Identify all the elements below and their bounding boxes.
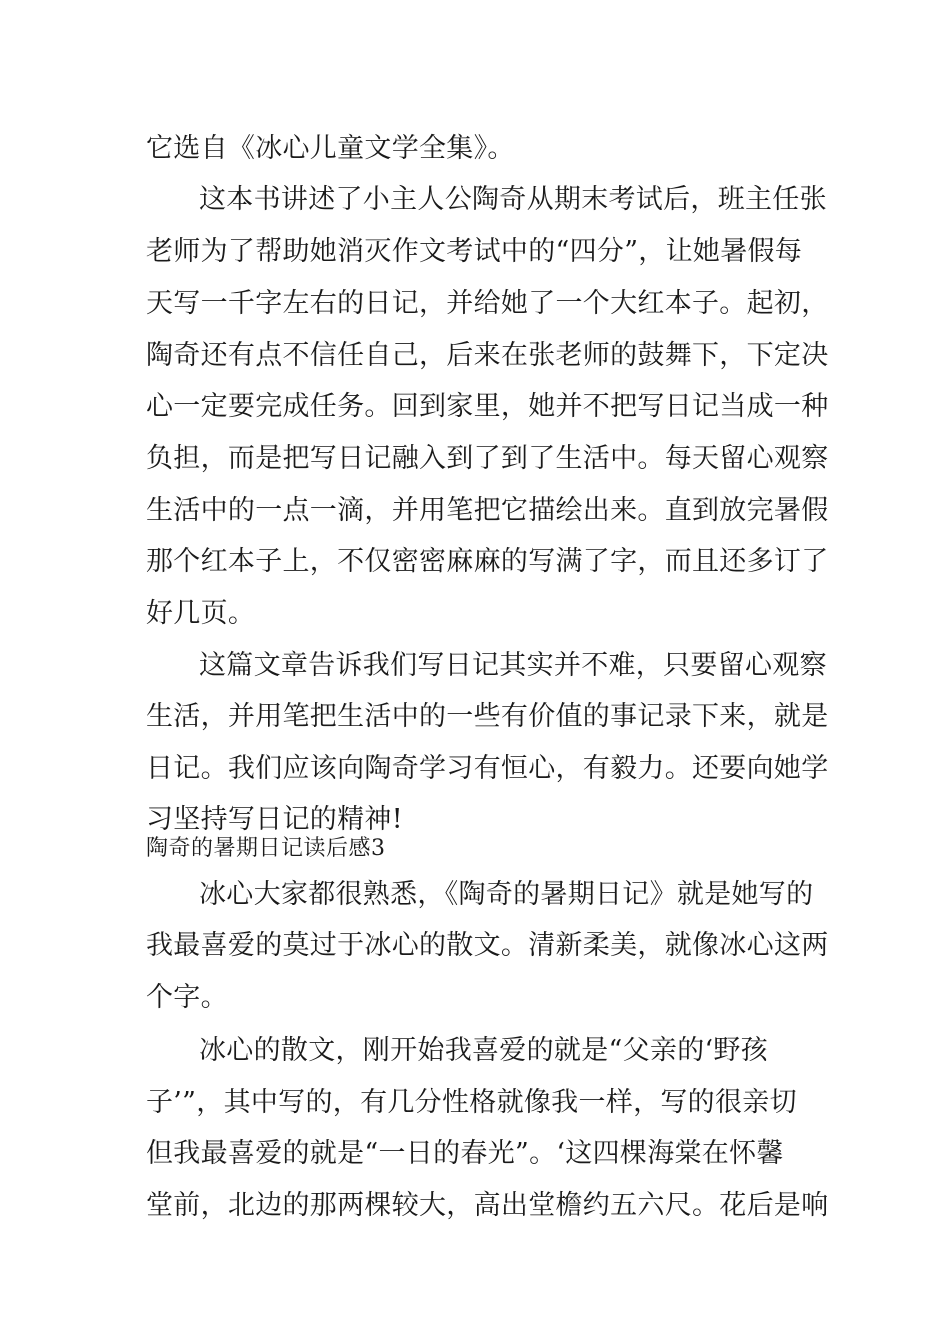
paragraph-first-line: 冰心大家都很熟悉，《陶奇的暑期日记》就是她写的 [199, 879, 814, 910]
text-line: 天写一千字左右的日记，并给她了一个大红本子。起初， [146, 288, 829, 319]
text-line: 生活中的一点一滴，并用笔把它描绘出来。直到放完暑假 [146, 495, 829, 526]
text-line: 堂前，北边的那两棵较大，高出堂檐约五六尺。花后是响 [146, 1190, 829, 1221]
paragraph-first-line: 这本书讲述了小主人公陶奇从期末考试后，班主任张 [199, 184, 827, 215]
paragraph-first-line: 冰心的散文，刚开始我喜爱的就是“父亲的‘野孩 [199, 1035, 768, 1066]
text-line: 日记。我们应该向陶奇学习有恒心，有毅力。还要向她学 [146, 753, 829, 784]
text-line: 但我最喜爱的就是“一日的春光”。‘这四棵海棠在怀馨 [146, 1138, 784, 1169]
text-line: 习坚持写日记的精神! [146, 804, 403, 835]
text-line: 子’”，其中写的，有几分性格就像我一样，写的很亲切 [146, 1087, 797, 1118]
text-line: 老师为了帮助她消灭作文考试中的“四分”，让她暑假每 [146, 236, 803, 267]
text-line: 生活，并用笔把生活中的一些有价值的事记录下来，就是 [146, 701, 829, 732]
text-line: 好几页。 [146, 598, 256, 629]
text-line: 个字。 [146, 982, 228, 1013]
text-line: 它选自《冰心儿童文学全集》。 [146, 133, 515, 164]
paragraph-first-line: 这篇文章告诉我们写日记其实并不难，只要留心观察 [199, 650, 827, 681]
text-line: 心一定要完成任务。回到家里，她并不把写日记当成一种 [146, 391, 829, 422]
text-line: 负担，而是把写日记融入到了到了生活中。每天留心观察 [146, 443, 829, 474]
section-heading: 陶奇的暑期日记读后感3 [146, 836, 386, 861]
text-line: 陶奇还有点不信任自己，后来在张老师的鼓舞下，下定决 [146, 340, 829, 371]
text-line: 那个红本子上，不仅密密麻麻的写满了字，而且还多订了 [146, 546, 829, 577]
text-line: 我最喜爱的莫过于冰心的散文。清新柔美，就像冰心这两 [146, 930, 829, 961]
